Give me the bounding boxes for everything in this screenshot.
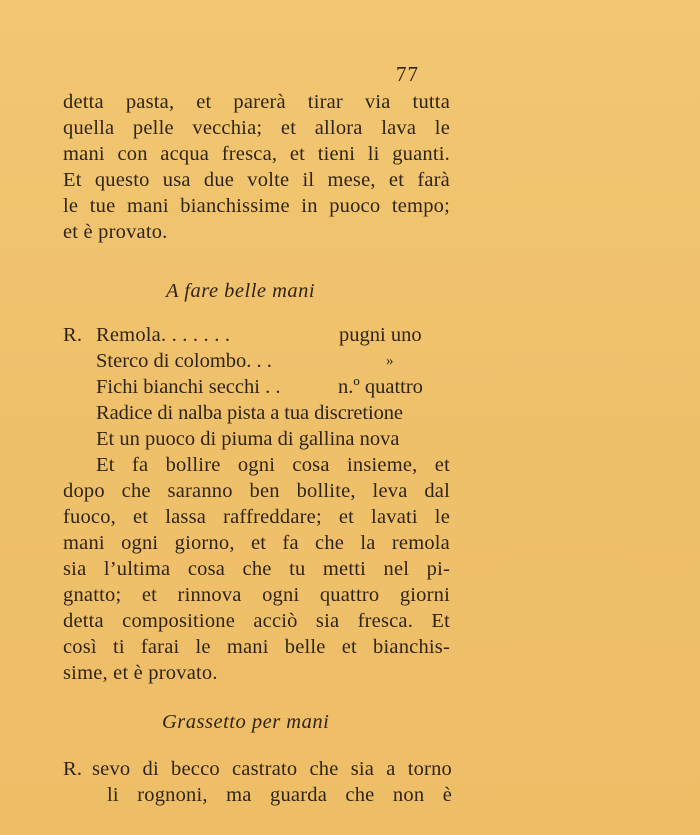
text-line: fuoco, et lassa raffreddare; et lavati le — [63, 506, 450, 528]
ingredient-name: Et un puoco di piuma di gallina nova — [96, 428, 400, 450]
text-line: quella pelle vecchia; et allora lava le — [63, 117, 450, 139]
text-line: sia l’ultima cosa che tu metti nel pi- — [63, 558, 450, 580]
page-number: 77 — [396, 62, 419, 86]
text-line: le tue mani bianchissime in puoco tempo; — [63, 195, 450, 217]
text-line: Et questo usa due volte il mese, et farà — [63, 169, 450, 191]
text-line: Et fa bollire ogni cosa insieme, et — [96, 454, 450, 476]
text-line: detta pasta, et parerà tirar via tutta — [63, 91, 450, 113]
text-line: et è provato. — [63, 221, 168, 243]
recipe-marker: R. — [63, 758, 83, 780]
text-line: mani ogni giorno, et fa che la remola — [63, 532, 450, 554]
text-line: detta compositione acciò sia fresca. Et — [63, 610, 450, 632]
text-line: sevo di becco castrato che sia a torno — [92, 758, 452, 780]
text-line: gnatto; et rinnova ogni quattro giorni — [63, 584, 450, 606]
ingredient-name: Sterco di colombo. . . — [96, 350, 272, 372]
section-heading: A fare belle mani — [166, 280, 316, 302]
ingredient-quantity: n.º quattro — [338, 376, 423, 398]
recipe-marker: R. — [63, 324, 83, 346]
ingredient-quantity: » — [386, 353, 394, 369]
text-line: dopo che saranno ben bollite, leva dal — [63, 480, 450, 502]
text-line: mani con acqua fresca, et tieni li guanti. — [63, 143, 450, 165]
ingredient-quantity: pugni uno — [339, 324, 422, 346]
text-line: li rognoni, ma guarda che non è — [107, 784, 452, 806]
text-line: così ti farai le mani belle et bianchis- — [63, 636, 450, 658]
text-line: sime, et è provato. — [63, 662, 218, 684]
section-heading: Grassetto per mani — [162, 711, 330, 733]
ingredient-name: Radice di nalba pista a tua discretione — [96, 402, 403, 424]
ingredient-name: Fichi bianchi secchi . . — [96, 376, 281, 398]
ingredient-name: Remola. . . . . . . — [96, 324, 231, 346]
